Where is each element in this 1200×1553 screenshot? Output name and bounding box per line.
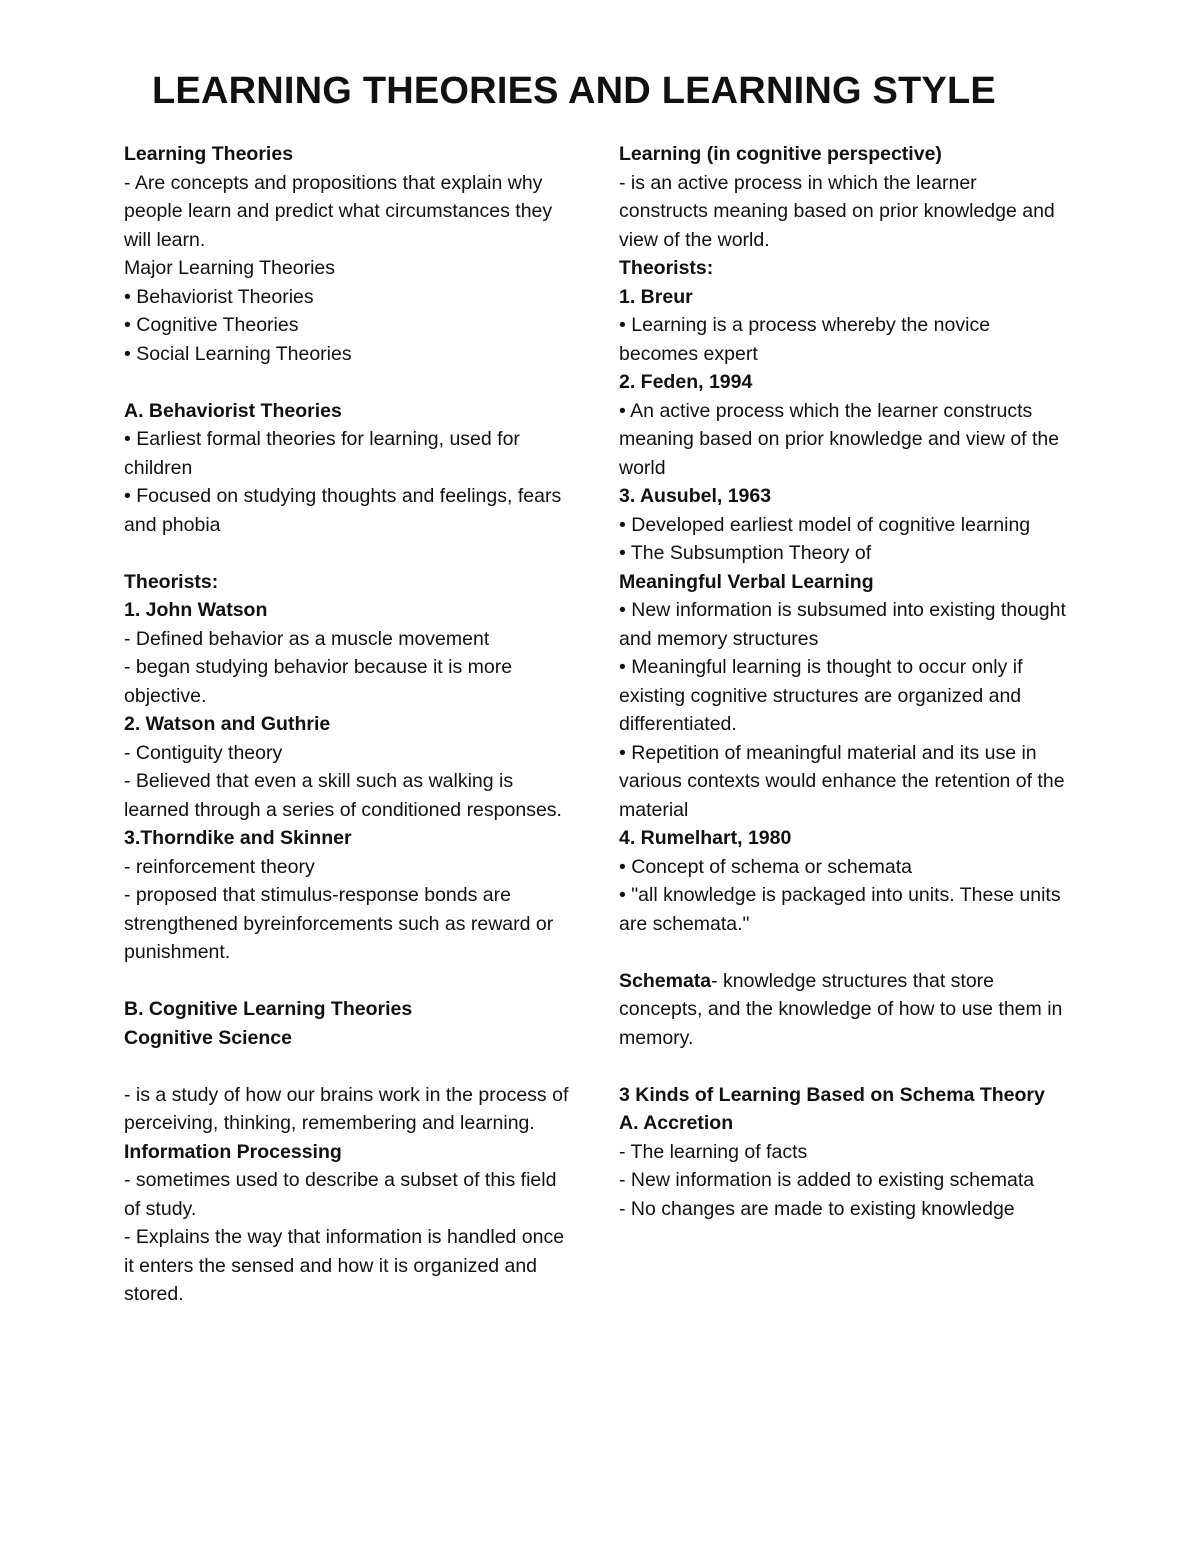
theorist-point: • Developed earliest model of cognitive learning — [619, 513, 1031, 536]
learning-theories-heading: Learning Theories — [124, 143, 294, 165]
theorist-point: - proposed that stimulus-response bonds are strengthened byreinforcements such as reward or punishment. — [124, 884, 554, 963]
accretion-point: - New information is added to existing schemata — [619, 1169, 1035, 1191]
theorist-name: 1. John Watson — [124, 599, 268, 621]
accretion-point: - No changes are made to existing knowledge — [619, 1197, 1015, 1220]
info-processing-point: - Explains the way that information is handled once it enters the sensed and how it is organized and stored. — [124, 1226, 565, 1305]
theorist-point: - Believed that even a skill such as walking is learned through a series of conditioned responses. — [124, 770, 562, 821]
left-column — [124, 140, 574, 1309]
accretion-heading: A. Accretion — [619, 1112, 734, 1134]
theorist-point: • An active process which the learner constructs meaning based on prior knowledge and view of the world — [619, 399, 1060, 479]
theorist-point: • Repetition of meaningful material and its use in various contexts would enhance the retention of the material — [619, 741, 1065, 821]
theorist-name: 1. Breur — [619, 285, 693, 308]
major-theory-item: • Cognitive Theories — [124, 314, 299, 336]
theorist-name: 2. Feden, 1994 — [619, 371, 753, 393]
theorist-point: - reinforcement theory — [124, 855, 315, 878]
theorist-point: • "all knowledge is packaged into units. These units are schemata." — [619, 884, 1061, 935]
schemata-definition-text: - knowledge structures that store concepts, and the knowledge of how to use them in memory. — [619, 969, 1063, 1049]
behaviorist-point: • Focused on studying thoughts and feelings, fears and phobia — [124, 485, 562, 536]
theorist-name: 2. Watson and Guthrie — [124, 713, 331, 735]
learning-cognitive-definition: - is an active process in which the learner constructs meaning based on prior knowledge and view of the world. — [619, 171, 1055, 251]
cognitive-heading: B. Cognitive Learning Theories — [124, 998, 413, 1020]
page-title: LEARNING THEORIES AND LEARNING STYLE — [152, 70, 996, 112]
major-theory-item: • Behaviorist Theories — [124, 285, 314, 308]
theorist-point: - Contiguity theory — [124, 741, 283, 764]
info-processing-point: - sometimes used to describe a subset of this field of study. — [124, 1169, 557, 1220]
major-theories-label: Major Learning Theories — [124, 257, 336, 279]
theorist-point: • New information is subsumed into existing thought and memory structures — [619, 599, 1066, 650]
schema-kinds-heading: 3 Kinds of Learning Based on Schema Theory — [619, 1083, 1045, 1106]
theorist-point: • Concept of schema or schemata — [619, 855, 912, 878]
behaviorist-point: • Earliest formal theories for learning, used for children — [124, 428, 520, 479]
theorist-name: 4. Rumelhart, 1980 — [619, 827, 792, 849]
meaningful-verbal-learning-heading: Meaningful Verbal Learning — [619, 570, 874, 593]
behaviorist-heading: A. Behaviorist Theories — [124, 399, 342, 422]
theorists-heading: Theorists: — [124, 570, 219, 593]
theorist-point: - began studying behavior because it is more objective. — [124, 656, 513, 707]
accretion-point: - The learning of facts — [619, 1140, 808, 1163]
schemata-definition — [619, 967, 1069, 1053]
info-processing-heading: Information Processing — [124, 1140, 342, 1163]
theorist-point: - Defined behavior as a muscle movement — [124, 627, 490, 650]
theorist-name: 3.Thorndike and Skinner — [124, 827, 352, 849]
right-column — [619, 140, 1069, 1223]
cognitive-science-definition: - is a study of how our brains work in the process of perceiving, thinking, remembering and learning. — [124, 1083, 569, 1134]
theorists-heading: Theorists: — [619, 257, 714, 279]
major-theory-item: • Social Learning Theories — [124, 342, 352, 365]
schemata-term: Schemata — [619, 969, 712, 992]
theorist-name: 3. Ausubel, 1963 — [619, 485, 772, 507]
theorist-point: • Learning is a process whereby the novice becomes expert — [619, 314, 991, 365]
learning-theories-definition: - Are concepts and propositions that explain why people learn and predict what circumstances they will learn. — [124, 171, 553, 251]
theorist-point: • The Subsumption Theory of — [619, 542, 872, 564]
cognitive-science-heading: Cognitive Science — [124, 1026, 292, 1049]
learning-cognitive-heading: Learning (in cognitive perspective) — [619, 143, 942, 165]
theorist-point: • Meaningful learning is thought to occur only if existing cognitive structures are organized and differentiated. — [619, 656, 1023, 735]
